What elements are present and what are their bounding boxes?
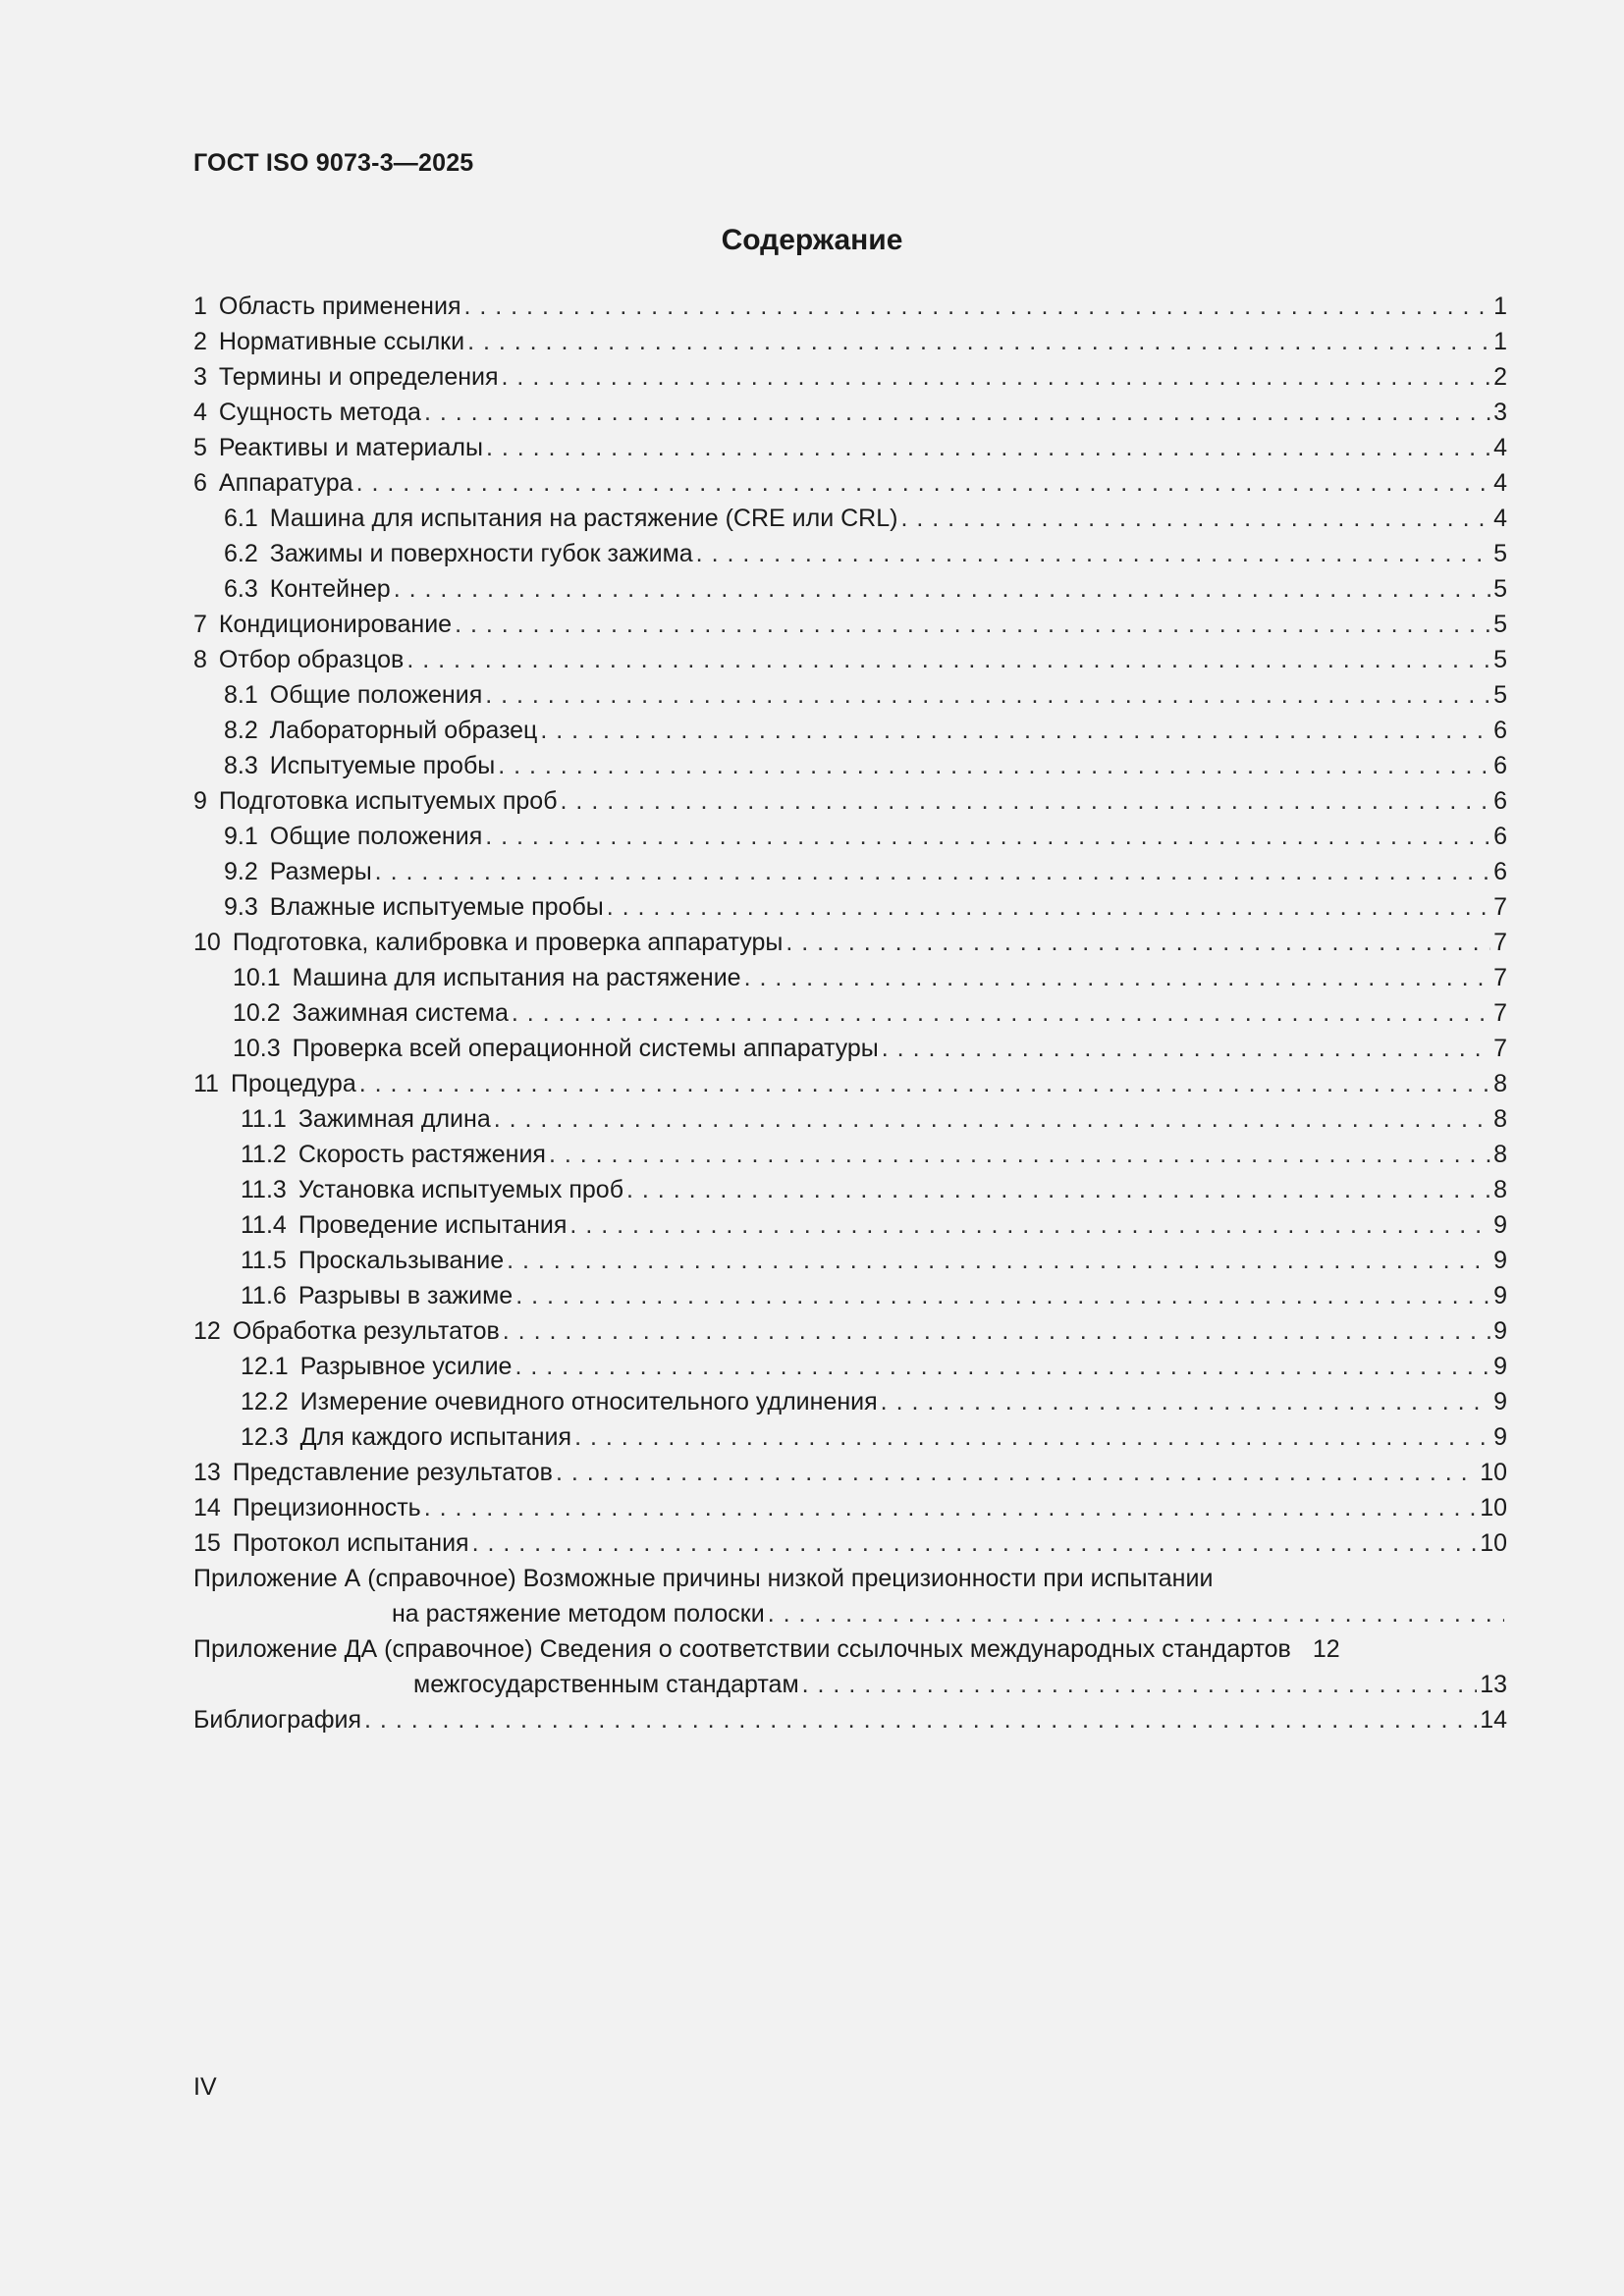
toc-entry-label: Установка испытуемых проб (298, 1176, 624, 1203)
toc-entry-3[interactable] (193, 359, 1507, 395)
toc-entry-page: 6 (1493, 787, 1507, 815)
toc-entry-leader (467, 324, 1490, 359)
toc-entry-label: Контейнер (269, 575, 391, 603)
toc-entry-leader (744, 960, 1491, 995)
toc-entry-label: Аппаратура (218, 469, 353, 497)
toc-entry-page: 9 (1493, 1247, 1507, 1274)
toc-entry-number: 9 (193, 787, 207, 815)
toc-entry-number: 7 (193, 611, 207, 638)
toc-entry-page: 5 (1493, 540, 1507, 567)
toc-entry-8-2[interactable] (193, 713, 1507, 748)
toc-entry-label: Термины и определения (218, 363, 499, 391)
toc-entry-leader (502, 359, 1491, 395)
toc-entry-leader (900, 501, 1490, 536)
toc-entry-10-2[interactable] (193, 995, 1507, 1031)
toc-entry-10-3[interactable] (193, 1031, 1507, 1066)
toc-entry-6-1[interactable] (193, 501, 1507, 536)
toc-entry-leader (561, 783, 1491, 819)
toc-entry-11-5[interactable] (193, 1243, 1507, 1278)
toc-entry-page: 7 (1493, 929, 1507, 956)
toc-entry-label: Обработка результатов (232, 1317, 500, 1345)
toc-entry-label: Сущность метода (218, 399, 421, 426)
toc-entry-leader (472, 1525, 1478, 1561)
toc-entry-leader (486, 430, 1490, 465)
toc-entry-5[interactable] (193, 430, 1507, 465)
toc-entry-leader (455, 607, 1490, 642)
toc-entry-8-1[interactable] (193, 677, 1507, 713)
toc-entry-leader (394, 571, 1490, 607)
toc-entry-12-3[interactable] (193, 1419, 1507, 1455)
annex-da-page: 13 (1480, 1671, 1507, 1698)
toc-title: Содержание (721, 224, 903, 256)
toc-entry-number: 11.1 (241, 1105, 287, 1133)
toc-entry-bibliography[interactable] (193, 1702, 1507, 1737)
toc-entry-label: Проведение испытания (298, 1211, 568, 1239)
toc-entry-10[interactable] (193, 925, 1507, 960)
toc-entry-leader (359, 1066, 1490, 1101)
toc-entry-6-3[interactable] (193, 571, 1507, 607)
toc-entry-leader (785, 925, 1490, 960)
toc-entry-leader (607, 889, 1490, 925)
toc-entry-number: 9.2 (224, 858, 258, 885)
toc-entry-11[interactable] (193, 1066, 1507, 1101)
toc-entry-number: 14 (193, 1494, 221, 1522)
toc-entry-page: 10 (1480, 1494, 1507, 1522)
toc-entry-label: Измерение очевидного относительного удлинения (299, 1388, 878, 1415)
toc-entry-number: 8.1 (224, 681, 258, 709)
toc-entry-2[interactable] (193, 324, 1507, 359)
toc-entry-label: Процедура (230, 1070, 356, 1097)
toc-entry-page: 4 (1493, 434, 1507, 461)
toc-entry-number: 11 (193, 1070, 219, 1097)
toc-entry-number: 10.1 (233, 964, 281, 991)
toc-entry-number: 6.1 (224, 505, 258, 532)
annex-a-line1: Приложение А (справочное) Возможные причины низкой прецизионности при испытании (193, 1565, 1214, 1592)
toc-entry-number: 12.1 (241, 1353, 289, 1380)
toc-entry-label: Общие положения (269, 823, 483, 850)
toc-entry-number: 11.4 (241, 1211, 287, 1239)
toc-entry-page: 9 (1493, 1211, 1507, 1239)
toc-entry-number: 11.5 (241, 1247, 287, 1274)
toc-entry-14[interactable] (193, 1490, 1507, 1525)
toc-entry-leader (498, 748, 1490, 783)
page-number-footer: IV (193, 2073, 217, 2101)
toc-entry-label: Подготовка, калибровка и проверка аппаратуры (232, 929, 784, 956)
toc-entry-leader (424, 395, 1490, 430)
toc-entry-number: 10 (193, 929, 221, 956)
toc-entry-9-2[interactable] (193, 854, 1507, 889)
toc-entry-9-1[interactable] (193, 819, 1507, 854)
toc-entry-number: 4 (193, 399, 207, 426)
toc-entry-annex-a[interactable] (193, 1596, 1507, 1631)
toc-entry-leader (512, 995, 1490, 1031)
toc-entry-label: Скорость растяжения (298, 1141, 546, 1168)
toc-entry-8[interactable] (193, 642, 1507, 677)
toc-entry-9-3[interactable] (193, 889, 1507, 925)
toc-entry-number: 11.3 (241, 1176, 287, 1203)
toc-entry-page: 7 (1493, 1035, 1507, 1062)
toc-entry-number: 2 (193, 328, 207, 355)
toc-entry-number: 12.3 (241, 1423, 289, 1451)
toc-entry-leader (574, 1419, 1490, 1455)
toc-entry-page: 9 (1493, 1423, 1507, 1451)
toc-entry-number: 15 (193, 1529, 221, 1557)
toc-entry-label: Представление результатов (232, 1459, 553, 1486)
toc-entry-number: 9.1 (224, 823, 258, 850)
toc-entry-label: Зажимная система (292, 999, 509, 1027)
toc-entry-label: Машина для испытания на растяжение (CRE или CRL) (269, 505, 898, 532)
toc-entry-page: 5 (1493, 611, 1507, 638)
toc-entry-8-3[interactable] (193, 748, 1507, 783)
toc-entry-annex-a-title[interactable] (193, 1561, 1507, 1596)
toc-entry-leader (882, 1031, 1490, 1066)
toc-entry-label: Разрывы в зажиме (298, 1282, 514, 1309)
toc-entry-number: 13 (193, 1459, 221, 1486)
toc-entry-9[interactable] (193, 783, 1507, 819)
toc-entry-label: Влажные испытуемые пробы (269, 893, 604, 921)
table-of-contents (193, 289, 1507, 1737)
document-header: ГОСТ ISO 9073-3—2025 (193, 149, 474, 177)
toc-entry-12[interactable] (193, 1313, 1507, 1349)
toc-entry-leader (485, 677, 1490, 713)
toc-entry-leader (549, 1137, 1490, 1172)
toc-entry-number: 6.3 (224, 575, 258, 603)
toc-entry-annex-da[interactable] (193, 1667, 1507, 1702)
toc-entry-label: Отбор образцов (218, 646, 405, 673)
toc-entry-11-4[interactable] (193, 1207, 1507, 1243)
toc-entry-number: 8.2 (224, 717, 258, 744)
toc-entry-page: 10 (1480, 1459, 1507, 1486)
toc-entry-page: 7 (1493, 893, 1507, 921)
toc-entry-7[interactable] (193, 607, 1507, 642)
toc-entry-leader (507, 1243, 1490, 1278)
toc-entry-label: Испытуемые пробы (269, 752, 496, 779)
toc-entry-label: Прецизионность (232, 1494, 421, 1522)
toc-entry-leader (494, 1101, 1490, 1137)
toc-entry-number: 3 (193, 363, 207, 391)
toc-entry-4[interactable] (193, 395, 1507, 430)
toc-entry-leader (364, 1702, 1477, 1737)
annex-a-line2: на растяжение методом полоски (392, 1600, 765, 1628)
toc-entry-page: 8 (1493, 1070, 1507, 1097)
annex-da-line1-page: 12 (1312, 1635, 1340, 1663)
toc-entry-leader (515, 1278, 1490, 1313)
toc-entry-number: 12.2 (241, 1388, 289, 1415)
toc-entry-leader (802, 1667, 1478, 1702)
toc-entry-page: 9 (1493, 1388, 1507, 1415)
toc-entry-11-1[interactable] (193, 1101, 1507, 1137)
toc-entry-6[interactable] (193, 465, 1507, 501)
toc-entry-11-6[interactable] (193, 1278, 1507, 1313)
toc-entry-number: 11.2 (241, 1141, 287, 1168)
toc-entry-page: 10 (1480, 1529, 1507, 1557)
toc-entry-page: 9 (1493, 1353, 1507, 1380)
toc-entry-label: Область применения (218, 293, 461, 320)
toc-entry-leader (569, 1207, 1490, 1243)
toc-entry-page: 6 (1493, 717, 1507, 744)
toc-entry-number: 6.2 (224, 540, 258, 567)
toc-entry-page: 7 (1493, 999, 1507, 1027)
toc-entry-annex-da-title[interactable] (193, 1631, 1507, 1667)
toc-entry-leader (768, 1596, 1504, 1631)
toc-entry-page: 3 (1493, 399, 1507, 426)
toc-entry-label: Разрывное усилие (299, 1353, 513, 1380)
toc-entry-page: 7 (1493, 964, 1507, 991)
toc-entry-leader (881, 1384, 1490, 1419)
toc-entry-13[interactable] (193, 1455, 1507, 1490)
toc-entry-number: 12 (193, 1317, 221, 1345)
toc-entry-label: Лабораторный образец (269, 717, 538, 744)
toc-entry-page: 4 (1493, 469, 1507, 497)
toc-entry-leader (503, 1313, 1490, 1349)
toc-entry-12-2[interactable] (193, 1384, 1507, 1419)
toc-entry-number: 8 (193, 646, 207, 673)
toc-entry-page: 8 (1493, 1176, 1507, 1203)
toc-entry-6-2[interactable] (193, 536, 1507, 571)
annex-da-line2: межгосударственным стандартам (413, 1671, 799, 1698)
toc-entry-label: Зажимы и поверхности губок зажима (269, 540, 693, 567)
annex-da-line1: Приложение ДА (справочное) Сведения о соответствии ссылочных международных стандартов (193, 1635, 1291, 1663)
toc-entry-label: Реактивы и материалы (218, 434, 483, 461)
toc-entry-label: Для каждого испытания (299, 1423, 572, 1451)
toc-entry-label: Зажимная длина (298, 1105, 491, 1133)
toc-entry-label: Подготовка испытуемых проб (218, 787, 558, 815)
toc-entry-leader (626, 1172, 1490, 1207)
toc-entry-leader (463, 289, 1490, 324)
toc-entry-number: 10.2 (233, 999, 281, 1027)
toc-entry-page: 2 (1493, 363, 1507, 391)
toc-entry-1[interactable] (193, 289, 1507, 324)
toc-entry-label: Нормативные ссылки (218, 328, 465, 355)
toc-entry-page: 9 (1493, 1282, 1507, 1309)
toc-entry-leader (406, 642, 1490, 677)
toc-entry-label: Общие положения (269, 681, 483, 709)
toc-entry-number: 6 (193, 469, 207, 497)
bibliography-page: 14 (1480, 1706, 1507, 1734)
toc-entry-label: Проскальзывание (298, 1247, 505, 1274)
toc-entry-page: 1 (1493, 328, 1507, 355)
toc-entry-leader (375, 854, 1490, 889)
toc-entry-10-1[interactable] (193, 960, 1507, 995)
toc-entry-page: 5 (1493, 575, 1507, 603)
toc-entry-number: 8.3 (224, 752, 258, 779)
toc-entry-11-2[interactable] (193, 1137, 1507, 1172)
toc-entry-page: 9 (1493, 1317, 1507, 1345)
toc-entry-page: 8 (1493, 1105, 1507, 1133)
toc-entry-leader (696, 536, 1490, 571)
toc-entry-number: 5 (193, 434, 207, 461)
toc-entry-leader (485, 819, 1490, 854)
toc-entry-label: Размеры (269, 858, 372, 885)
toc-entry-page: 6 (1493, 752, 1507, 779)
toc-entry-leader (540, 713, 1490, 748)
toc-entry-page: 4 (1493, 505, 1507, 532)
toc-entry-number: 11.6 (241, 1282, 287, 1309)
toc-entry-page: 6 (1493, 823, 1507, 850)
toc-entry-page: 5 (1493, 646, 1507, 673)
toc-entry-12-1[interactable] (193, 1349, 1507, 1384)
toc-entry-page: 1 (1493, 293, 1507, 320)
toc-entry-label: Проверка всей операционной системы аппаратуры (292, 1035, 879, 1062)
toc-entry-label: Машина для испытания на растяжение (292, 964, 741, 991)
toc-entry-11-3[interactable] (193, 1172, 1507, 1207)
toc-entry-label: Протокол испытания (232, 1529, 469, 1557)
toc-entry-leader (514, 1349, 1490, 1384)
toc-entry-leader (356, 465, 1491, 501)
toc-entry-number: 10.3 (233, 1035, 281, 1062)
toc-entry-leader (556, 1455, 1477, 1490)
toc-entry-label: Кондиционирование (218, 611, 453, 638)
toc-entry-page: 8 (1493, 1141, 1507, 1168)
toc-entry-leader (424, 1490, 1477, 1525)
toc-entry-number: 9.3 (224, 893, 258, 921)
toc-entry-page: 6 (1493, 858, 1507, 885)
toc-entry-15[interactable] (193, 1525, 1507, 1561)
toc-entry-number: 1 (193, 293, 207, 320)
bibliography-label: Библиография (193, 1706, 362, 1734)
toc-entry-page: 5 (1493, 681, 1507, 709)
